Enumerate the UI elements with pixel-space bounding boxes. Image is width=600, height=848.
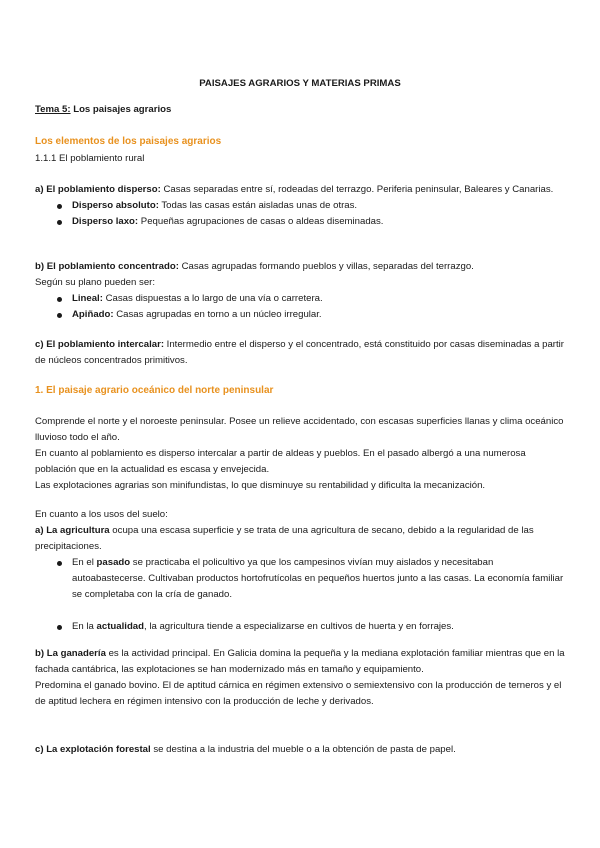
forestal-label: c) La explotación forestal	[35, 744, 151, 755]
forestal-text: se destina a la industria del mueble o a la obtención de pasta de papel.	[150, 744, 456, 755]
item-label: pasado	[96, 557, 131, 568]
subsection-heading: 1.1.1 El poblamiento rural	[35, 153, 145, 164]
concentrado-text: Casas agrupadas formando pueblos y villas, separadas del terrazgo.	[178, 261, 474, 272]
page-title: PAISAJES AGRARIOS Y MATERIAS PRIMAS	[199, 78, 401, 89]
item-label: Lineal:	[72, 293, 103, 304]
usos-intro: En cuanto a los usos del suelo:	[35, 509, 168, 520]
forestal-section	[35, 742, 565, 758]
tema-text: Los paisajes agrarios	[70, 104, 172, 115]
disperso-text: Casas separadas entre sí, rodeadas del terrazgo. Periferia peninsular, Baleares y Canarias.	[160, 184, 554, 195]
item-text: Pequeñas agrupaciones de casas o aldeas diseminadas.	[138, 216, 384, 227]
item-pre: En la	[72, 621, 97, 632]
agricultura-paragraph	[35, 523, 565, 555]
item-text: Casas dispuestas a lo largo de una vía o carretera.	[102, 293, 323, 304]
disperso-label: a) El poblamiento disperso:	[35, 184, 161, 195]
concentrado-section	[35, 259, 565, 323]
ganaderia-line2: Predomina el ganado bovino. El de aptitud cárnica en régimen extensivo o semiextensivo con la producción de terneros y el de aptitud lechera en régimen intensivo con la producción de leche y derivados.	[35, 680, 562, 707]
list-item	[35, 307, 565, 323]
item-label: Apiñado:	[72, 309, 114, 320]
intro-paragraph: Comprende el norte y el noroeste peninsular. Posee un relieve accidentado, con escasas superficies llanas y clima oceánico lluvioso todo el año.	[35, 416, 564, 443]
concentrado-paragraph	[35, 259, 565, 275]
item-pre: En el	[72, 557, 97, 568]
intercalar-label: c) El poblamiento intercalar:	[35, 339, 165, 350]
intro-section	[35, 414, 565, 494]
item-label: Disperso laxo:	[72, 216, 139, 227]
concentrado-line2: Según su plano pueden ser:	[35, 277, 156, 288]
ganaderia-text: es la actividad principal. En Galicia domina la pequeña y la mediana explotación familiar mientras que en la fachada cantábrica, las explotaciones se han modernizado más en tamaño y equipamiento.	[35, 648, 565, 675]
item-text: se practicaba el policultivo ya que los campesinos vivían muy aislados y necesitaban autoabastecerse. Cultivaban productos hortofrutícolas en pequeños huertos junto a las casas. La economía familiar se completaba con la cría de ganado.	[72, 557, 564, 600]
disperso-list	[35, 198, 565, 230]
intro-paragraph: En cuanto al poblamiento es disperso intercalar a partir de aldeas y pueblos. En el pasado albergó a una numerosa población que en la actualidad es escasa y envejecida.	[35, 448, 526, 475]
item-label: Disperso absoluto:	[72, 200, 159, 211]
agricultura-list	[35, 555, 565, 635]
ganaderia-paragraph	[35, 646, 565, 678]
item-text: Todas las casas están aisladas unas de otras.	[158, 200, 358, 211]
intro-paragraph: Las explotaciones agrarias son minifundistas, lo que disminuye su rentabilidad y dificulta la mecanización.	[35, 480, 486, 491]
concentrado-list	[35, 291, 565, 323]
item-text: Casas agrupadas en torno a un núcleo irregular.	[113, 309, 322, 320]
section1-heading: 1. El paisaje agrario oceánico del norte peninsular	[35, 385, 274, 396]
elements-heading: Los elementos de los paisajes agrarios	[35, 136, 222, 147]
item-label: actualidad	[96, 621, 144, 632]
disperso-paragraph	[35, 182, 565, 198]
intercalar-section	[35, 337, 565, 369]
tema-heading	[35, 102, 565, 118]
forestal-paragraph	[35, 742, 565, 758]
ganaderia-label: b) La ganadería	[35, 648, 106, 659]
intercalar-paragraph	[35, 337, 565, 369]
ganaderia-section	[35, 646, 565, 710]
list-item	[35, 198, 565, 214]
usos-section	[35, 507, 565, 635]
disperso-section	[35, 182, 565, 230]
concentrado-label: b) El poblamiento concentrado:	[35, 261, 179, 272]
list-item	[35, 291, 565, 307]
tema-label: Tema 5:	[35, 104, 71, 115]
list-item	[35, 214, 565, 230]
agricultura-label: a) La agricultura	[35, 525, 110, 536]
list-item	[35, 619, 565, 635]
list-item	[35, 555, 565, 603]
item-text: , la agricultura tiende a especializarse en cultivos de huerta y en forrajes.	[144, 621, 454, 632]
intercalar-text: Intermedio entre el disperso y el concentrado, está constituido por casas diseminadas a partir de núcleos concentrados primitivos.	[35, 339, 564, 366]
agricultura-text: ocupa una escasa superficie y se trata de una agricultura de secano, debido a la regularidad de las precipitaciones.	[35, 525, 534, 552]
